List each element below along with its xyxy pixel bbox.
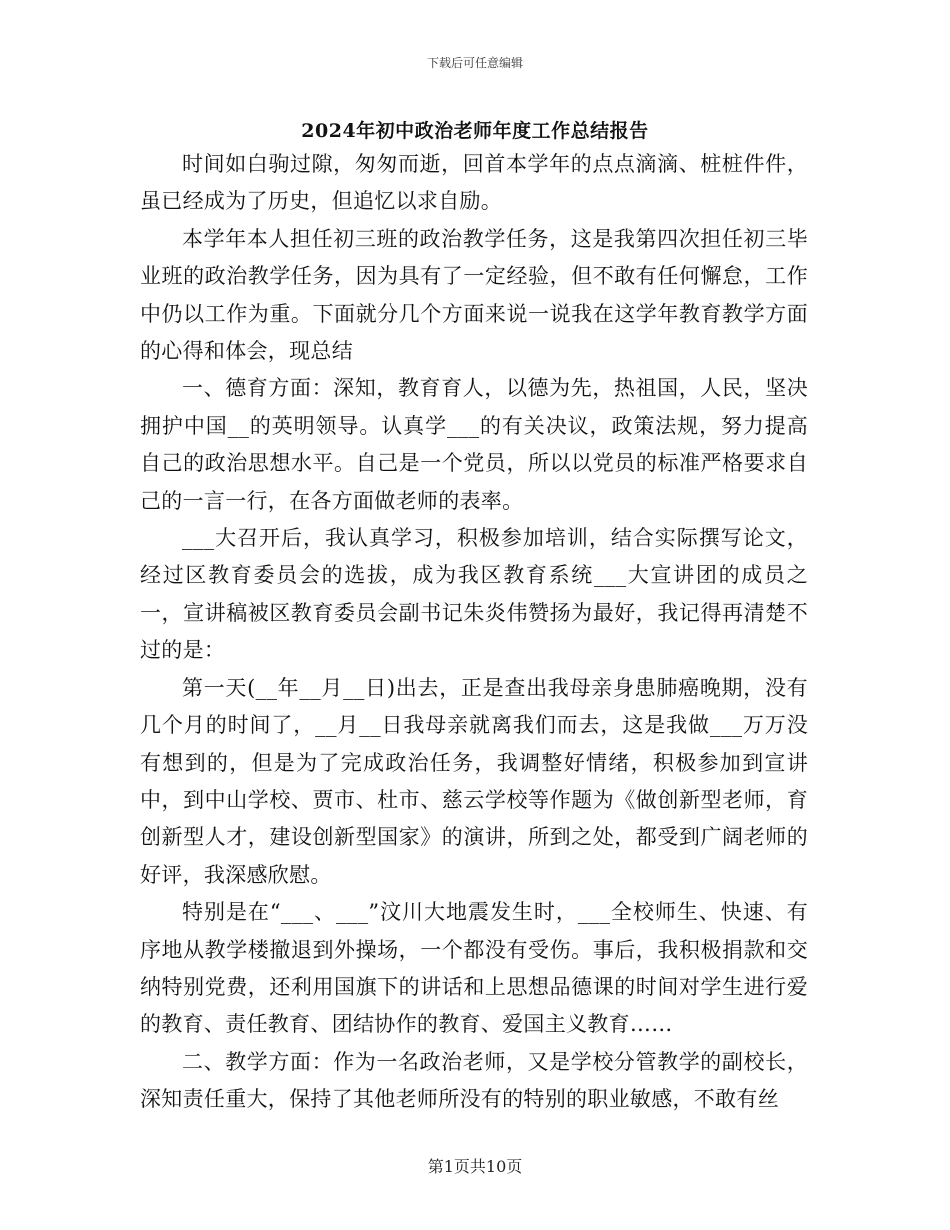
document-title: 2024年初中政治老师年度工作总结报告 <box>301 120 649 142</box>
paragraph-intro: 时间如白驹过隙，匆匆而逝，回首本学年的点点滴滴、桩桩件件，虽已经成为了历史，但追忆以求自励。 <box>140 152 808 214</box>
paragraph-moral-education: 一、德育方面：深知，教育育人，以德为先，热祖国，人民，坚决拥护中国__的英明领导。认真学___的有关决议，政策法规，努力提高自己的政治思想水平。自己是一个党员，所以以党员的标准严格要求自己的一言一行，在各方面做老师的表率。 <box>140 376 808 513</box>
document-body <box>140 146 808 1119</box>
paragraph-teaching-task: 本学年本人担任初三班的政治教学任务，这是我第四次担任初三毕业班的政治教学任务，因为具有了一定经验，但不敢有任何懈怠，工作中仍以工作为重。下面就分几个方面来说一说我在这学年教育教学方面的心得和体会，现总结 <box>140 226 808 364</box>
page-header-note: 下载后可任意编辑 <box>426 56 523 70</box>
paragraph-first-day: 第一天(__年__月__日)出去，正是查出我母亲身患肺癌晚期，没有几个月的时间了，__月__日我母亲就离我们而去，这是我做___万万没有想到的，但是为了完成政治任务，我调整好情绪，积极参加到宣讲中，到中山学校、贾市、杜市、慈云学校等作题为《做创新型老师，育创新型人才，建设创新型国家》的演讲，所到之处，都受到广阔老师的好评，我深感欣慰。 <box>140 675 808 887</box>
page-number-footer: 第1页共10页 <box>427 1157 523 1176</box>
paragraph-teaching-aspect: 二、教学方面：作为一名政治老师，又是学校分管教学的副校长，深知责任重大，保持了其他老师所没有的特别的职业敏感，不敢有丝 <box>140 1049 808 1112</box>
paragraph-earthquake: 特别是在“___、___”汶川大地震发生时，___全校师生、快速、有序地从教学楼撤退到外操场，一个都没有受伤。事后，我积极捐款和交纳特别党费，还利用国旗下的讲话和上思想品德课的时间对学生进行爱的教育、责任教育、团结协作的教育、爱国主义教育…… <box>140 900 808 1037</box>
paragraph-study-and-lecture: ___大召开后，我认真学习，积极参加培训，结合实际撰写论文，经过区教育委员会的选拔，成为我区教育系统___大宣讲团的成员之一，宣讲稿被区教育委员会副书记朱炎伟赞扬为最好，我记得再清楚不过的是： <box>140 526 808 663</box>
